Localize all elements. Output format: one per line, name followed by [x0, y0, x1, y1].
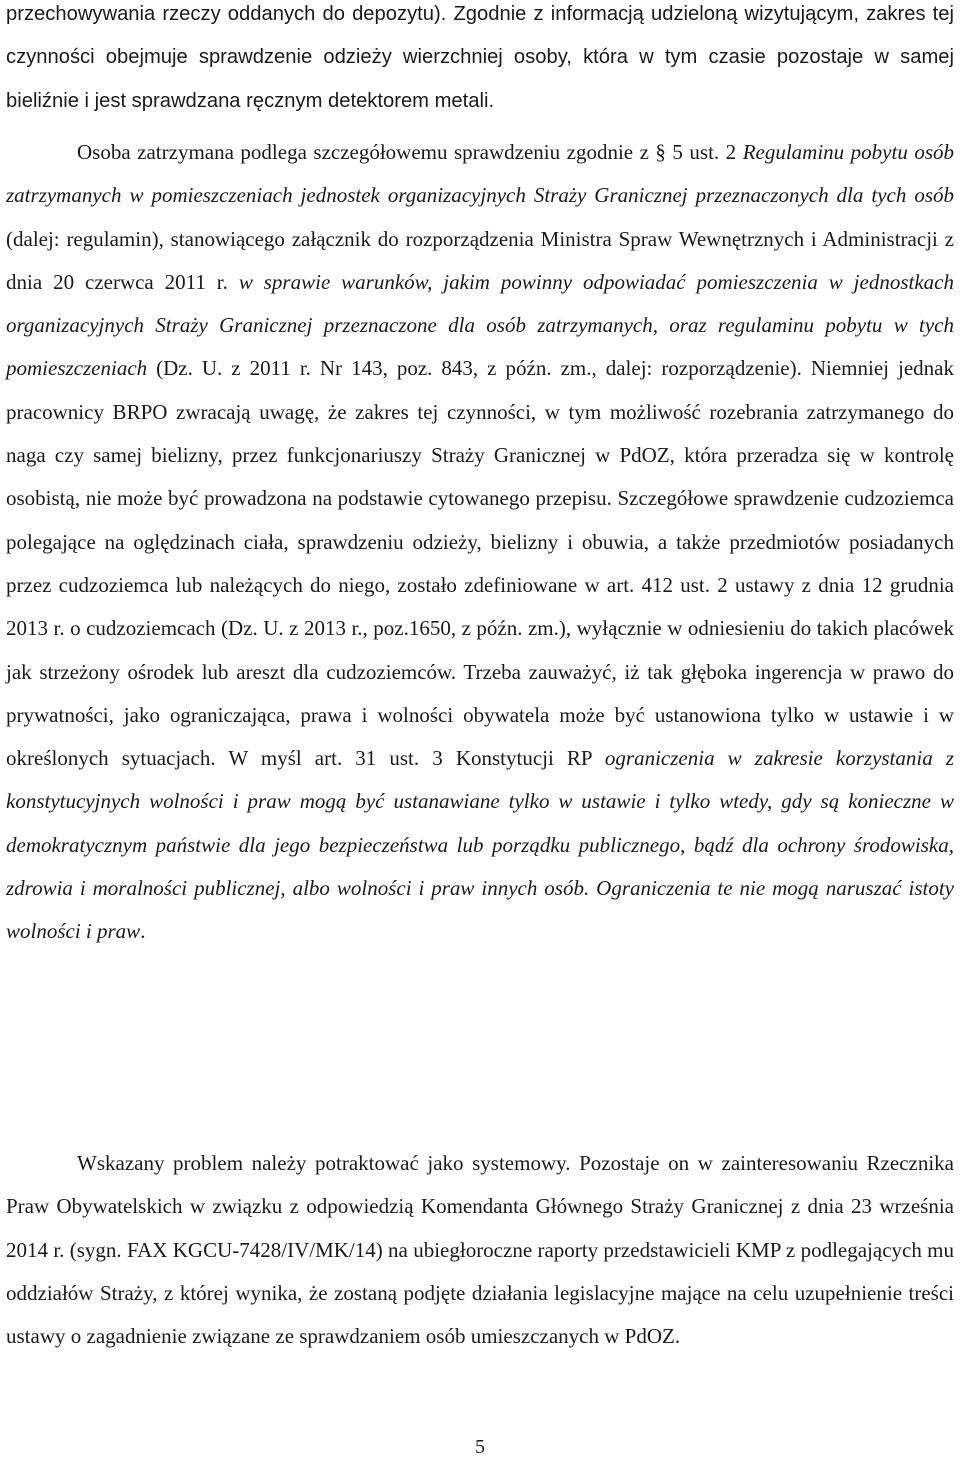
- paragraph-2-text: .: [140, 919, 146, 944]
- document-page: [6, 0, 954, 1460]
- paragraph-2-text: (Dz. U. z 2011 r. Nr 143, poz. 843, z późn. zm., dalej: rozporządzenie). Niemniej jednak pracownicy BRPO zwracają uwagę, że zakres tej czynności, w tym możliwość rozebrania zatrzymanego do naga czy samej bielizny, przez funkcjonariuszy Straży Granicznej w PdOZ, która przeradza się w kontrolę osobistą, nie może być prowadzona na podstawie cytowanego przepisu. Szczegółowe sprawdzenie cudzoziemca polegające na oględzinach ciała, sprawdzeniu odzieży, bielizny i obuwia, a także przedmiotów posiadanych przez cudzoziemca lub należących do niego, zostało zdefiniowane w art. 412 ust. 2 ustawy z dnia 12 grudnia 2013 r. o cudzoziemcach (Dz. U. z 2013 r., poz.1650, z późn. zm.), wyłącznie w odniesieniu do takich placówek jak strzeżony ośrodek lub areszt dla cudzoziemców. Trzeba zauważyć, iż tak głęboka ingerencja w prawo do prywatności, jako ograniczająca, prawa i wolności obywatela może być ustanowiona tylko w ustawie i w określonych sytuacjach. W myśl art. 31 ust. 3 Konstytucji RP: [6, 356, 954, 771]
- constitution-quote: ograniczenia w zakresie korzystania z konstytucyjnych wolności i praw mogą być ustanawiane tylko w ustawie i tylko wtedy, gdy są konieczne w demokratycznym państwie dla jego bezpieczeństwa lub porządku publicznego, bądź dla ochrony środowiska, zdrowia i moralności publicznej, albo wolności i praw innych osób. Ograniczenia te nie mogą naruszać istoty wolności i praw: [6, 746, 954, 944]
- regulation-title: Regulaminu pobytu osób zatrzymanych w pomieszczeniach jednostek organizacyjnych Straży Granicznej przeznaczonych dla tych osób: [6, 140, 954, 208]
- ordinance-title: w sprawie warunków, jakim powinny odpowiadać pomieszczenia w jednostkach organizacyjnych Straży Granicznej przeznaczone dla osób zatrzymanych, oraz regulaminu pobytu w tych pomieszczeniach: [6, 269, 954, 381]
- paragraph-3: [6, 1142, 954, 1358]
- paragraph-2: [6, 131, 954, 954]
- paragraph-3-text: Wskazany problem należy potraktować jako systemowy. Pozostaje on w zainteresowaniu Rzecznika Praw Obywatelskich w związku z odpowiedzią Komendanta Głównego Straży Granicznej z dnia 23 września 2014 r. (sygn. FAX KGCU-7428/IV/MK/14) na ubiegłoroczne raporty przedstawicieli KMP z podlegających mu oddziałów Straży, z której wynika, że zostaną podjęte działania legislacyjne mające na celu uzupełnienie treści ustawy o zagadnienie związane ze sprawdzaniem osób umieszczanych w PdOZ.: [6, 1151, 954, 1349]
- paragraph-2-text: (dalej: regulamin), stanowiącego załącznik do rozporządzenia Ministra Spraw Wewnętrznych i Administracji z dnia 20 czerwca 2011 r.: [6, 226, 954, 294]
- paragraph-1: przechowywania rzeczy oddanych do depozytu). Zgodnie z informacją udzieloną wizytującym, zakres tej czynności obejmuje sprawdzenie odzieży wierzchniej osoby, która w tym czasie pozostaje w samej bieliźnie i jest sprawdzana ręcznym detektorem metali.: [6, 3, 954, 112]
- page-number: 5: [475, 1436, 485, 1458]
- paragraph-2-text: Osoba zatrzymana podlega szczegółowemu sprawdzeniu zgodnie z § 5 ust. 2: [77, 140, 743, 164]
